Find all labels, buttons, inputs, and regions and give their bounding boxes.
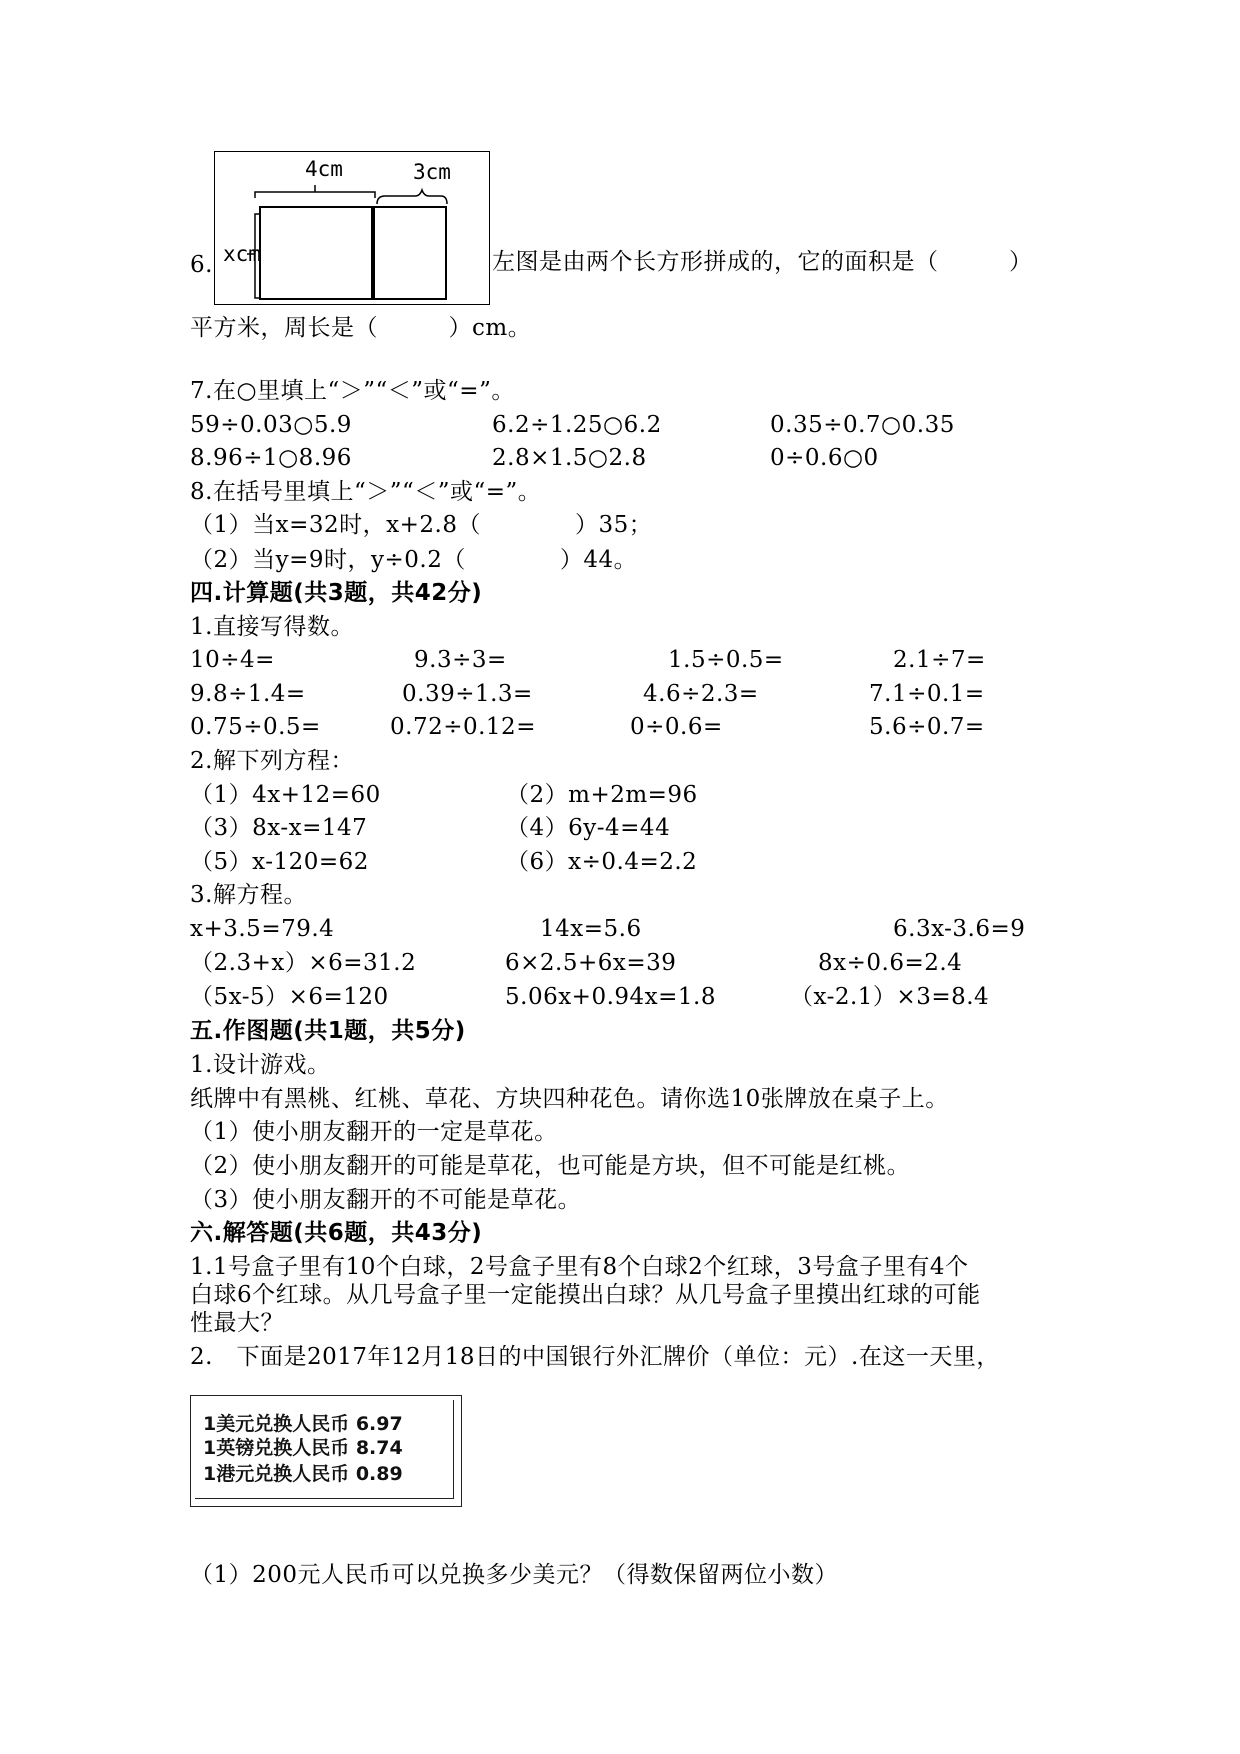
sec4-q2-title: 2.解下列方程： xyxy=(190,748,354,774)
exchange-rate-row: 1英镑兑换人民币 8.74 xyxy=(203,1437,403,1459)
q7-title: 7.在○里填上“＞”“＜”或“=”。 xyxy=(190,378,515,404)
calc-item: 0÷0.6= xyxy=(630,714,723,740)
equation-item: （5x-5）×6=120 xyxy=(190,984,389,1010)
q6-number: 6. xyxy=(190,252,213,278)
rectangle-3cm xyxy=(371,206,447,300)
calc-item: 9.8÷1.4= xyxy=(190,681,306,707)
calc-item: 0.72÷0.12= xyxy=(390,714,536,740)
calc-item: 9.3÷3= xyxy=(414,647,507,673)
section-4-title: 四.计算题(共3题，共42分) xyxy=(190,580,483,606)
q8-title: 8.在括号里填上“＞”“＜”或“=”。 xyxy=(190,479,542,505)
rectangle-4cm xyxy=(259,206,375,300)
q7-item: 0÷0.6○0 xyxy=(770,445,879,471)
section-5-title: 五.作图题(共1题，共5分) xyxy=(190,1018,466,1044)
calc-item: 0.39÷1.3= xyxy=(402,681,533,707)
exchange-rate-row: 1美元兑换人民币 6.97 xyxy=(203,1413,403,1435)
sec5-q1-item: （3）使小朋友翻开的不可能是草花。 xyxy=(190,1187,582,1213)
equation-item: x+3.5=79.4 xyxy=(190,916,335,942)
sec5-q1-title: 1.设计游戏。 xyxy=(190,1052,331,1078)
exchange-rate-row: 1港元兑换人民币 0.89 xyxy=(203,1463,403,1485)
height-label-xcm: xcm xyxy=(223,242,261,266)
calc-item: 4.6÷2.3= xyxy=(643,681,759,707)
sec6-q1-line: 1.1号盒子里有10个白球，2号盒子里有8个白球2个红球，3号盒子里有4个 xyxy=(190,1254,969,1280)
equation-item: （1）4x+12=60 xyxy=(190,782,381,808)
q7-item: 6.2÷1.25○6.2 xyxy=(492,412,662,438)
section-6-title: 六.解答题(共6题，共43分) xyxy=(190,1220,483,1246)
sec6-q1-line: 性最大？ xyxy=(190,1310,284,1336)
equation-item: 14x=5.6 xyxy=(540,916,642,942)
equation-item: （2）m+2m=96 xyxy=(506,782,698,808)
calc-item: 7.1÷0.1= xyxy=(869,681,985,707)
calc-item: 2.1÷7= xyxy=(893,647,986,673)
sec6-q2-sub1: （1）200元人民币可以兑换多少美元？（得数保留两位小数） xyxy=(190,1562,839,1588)
sec5-q1-desc: 纸牌中有黑桃、红桃、草花、方块四种花色。请你选10张牌放在桌子上。 xyxy=(190,1086,949,1112)
sec4-q1-title: 1.直接写得数。 xyxy=(190,614,354,640)
q7-item: 8.96÷1○8.96 xyxy=(190,445,352,471)
q8-line: （1）当x=32时，x+2.8（ ）35； xyxy=(190,512,653,538)
q8-line: （2）当y=9时，y÷0.2（ ）44。 xyxy=(190,547,638,573)
calc-item: 0.75÷0.5= xyxy=(190,714,321,740)
equation-item: （x-2.1）×3=8.4 xyxy=(790,984,990,1010)
calc-item: 1.5÷0.5= xyxy=(668,647,784,673)
equation-item: 6.3x-3.6=9 xyxy=(893,916,1026,942)
exchange-rate-table xyxy=(190,1395,462,1507)
equation-item: （4）6y-4=44 xyxy=(506,815,671,841)
equation-item: （3）8x-x=147 xyxy=(190,815,368,841)
q7-item: 2.8×1.5○2.8 xyxy=(492,445,647,471)
q6-text-line1: 左图是由两个长方形拼成的，它的面积是（ ） xyxy=(492,249,1033,275)
calc-item: 10÷4= xyxy=(190,647,275,673)
equation-item: （6）x÷0.4=2.2 xyxy=(506,849,698,875)
equation-item: （2.3+x）×6=31.2 xyxy=(190,950,417,976)
equation-item: 5.06x+0.94x=1.8 xyxy=(505,984,716,1010)
sec5-q1-item: （2）使小朋友翻开的可能是草花，也可能是方块，但不可能是红桃。 xyxy=(190,1153,911,1179)
q7-item: 59÷0.03○5.9 xyxy=(190,412,352,438)
width-label-4cm: 4cm xyxy=(305,157,343,181)
sec5-q1-item: （1）使小朋友翻开的一定是草花。 xyxy=(190,1119,558,1145)
q6-text-line2: 平方米，周长是（ ）cm。 xyxy=(190,315,532,341)
exchange-rate-inner xyxy=(195,1400,454,1499)
two-rectangles-figure xyxy=(214,151,490,305)
sec6-q2-text: 2. 下面是2017年12月18日的中国银行外汇牌价（单位：元）.在这一天里， xyxy=(190,1344,1000,1370)
equation-item: 6×2.5+6x=39 xyxy=(505,950,677,976)
sec6-q1-line: 白球6个红球。从几号盒子里一定能摸出白球？从几号盒子里摸出红球的可能 xyxy=(190,1282,981,1308)
equation-item: 8x÷0.6=2.4 xyxy=(818,950,963,976)
calc-item: 5.6÷0.7= xyxy=(869,714,985,740)
sec4-q3-title: 3.解方程。 xyxy=(190,882,307,908)
q7-item: 0.35÷0.7○0.35 xyxy=(770,412,955,438)
width-label-3cm: 3cm xyxy=(413,160,451,184)
equation-item: （5）x-120=62 xyxy=(190,849,369,875)
